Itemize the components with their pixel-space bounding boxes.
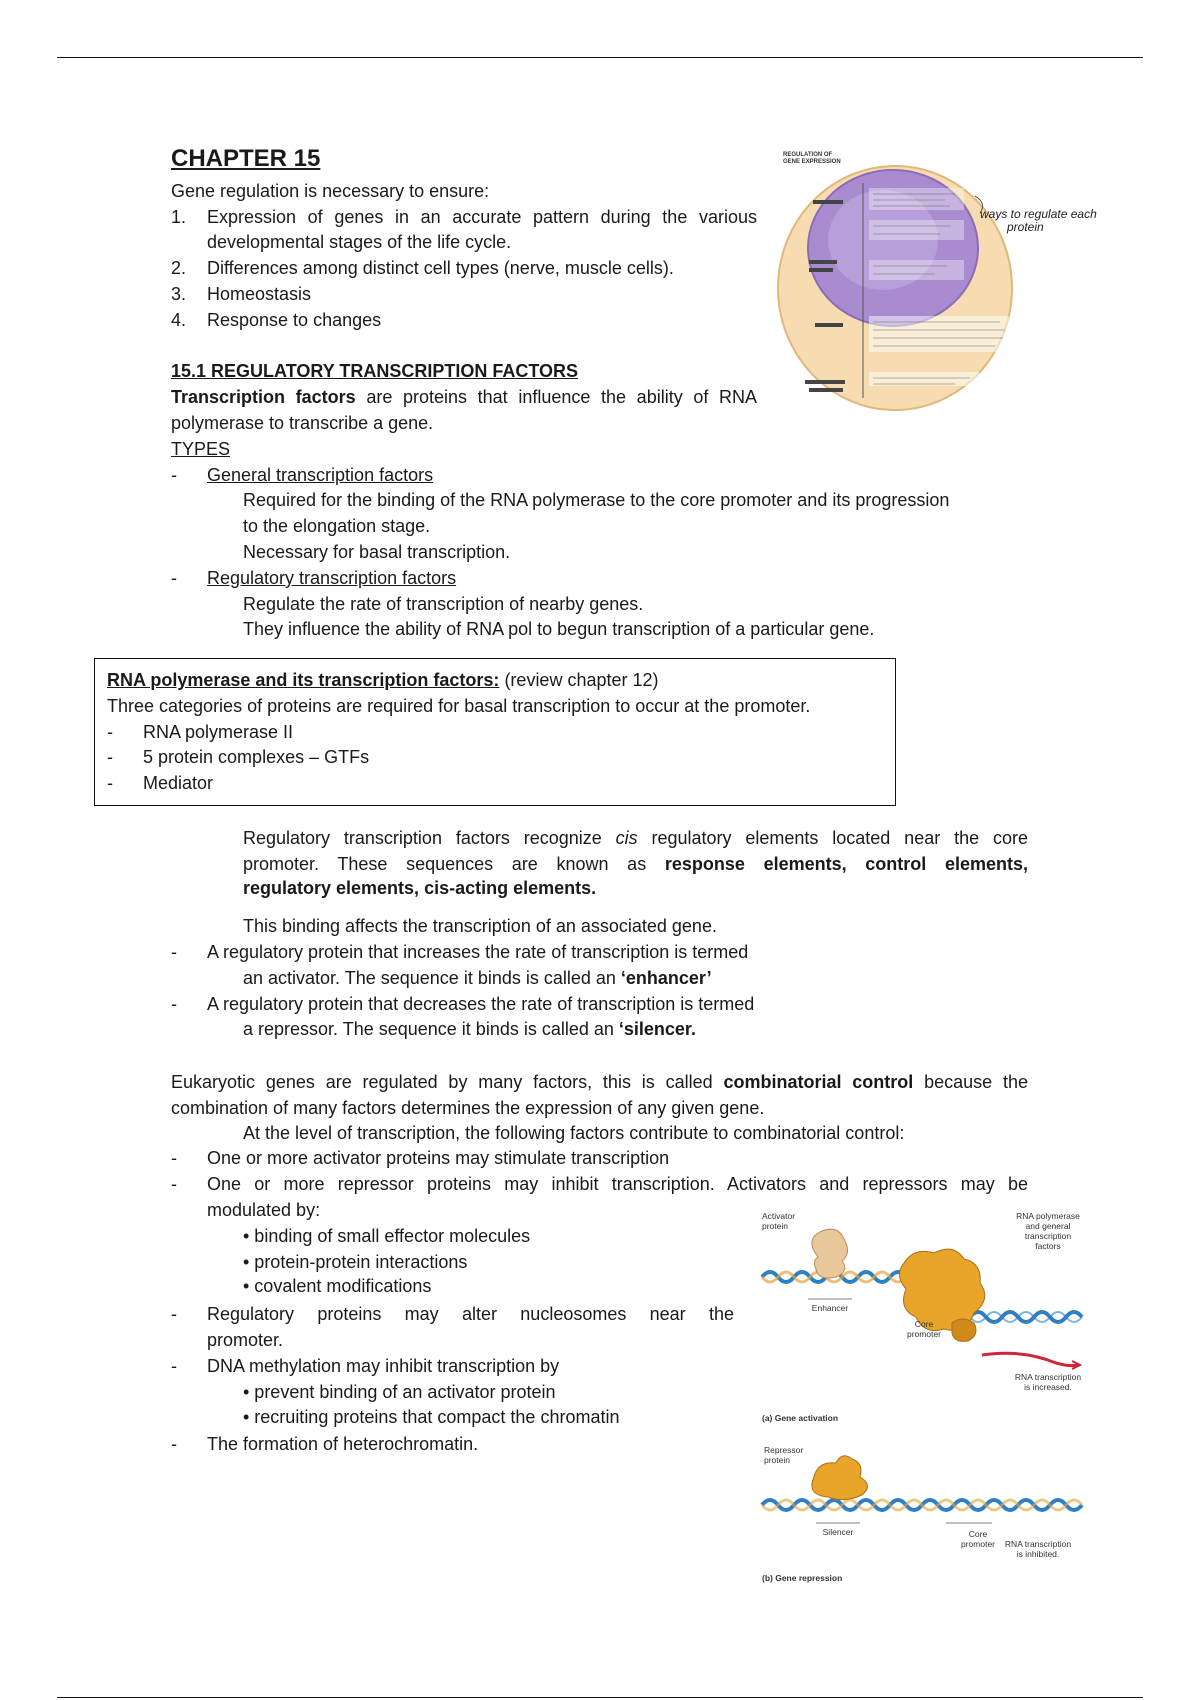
- modulation-item-3: • covalent modifications: [243, 1276, 432, 1296]
- activator-label-2: protein: [762, 1221, 788, 1231]
- response-line1-a: Regulatory transcription factors recognize: [243, 828, 616, 848]
- combinatorial-term: combinatorial control: [723, 1072, 914, 1092]
- activator-line1: A regulatory protein that increases the rate of transcription is termed: [207, 942, 749, 962]
- factor-bullet-3-line1: Regulatory proteins may alter nucleosomes near the: [207, 1304, 734, 1324]
- panel-a-label: (a) Gene activation: [762, 1413, 839, 1423]
- bullet-dash: -: [171, 1356, 177, 1376]
- section-heading: 15.1 REGULATORY TRANSCRIPTION FACTORS: [171, 361, 579, 381]
- bullet-dash: -: [171, 1148, 177, 1168]
- rna-inhibited-label-2: is inhibited.: [1016, 1549, 1060, 1559]
- combinatorial-line1-c: because the: [913, 1072, 1028, 1092]
- gene-regulation-figure: [756, 1205, 1096, 1585]
- bullet-dash: -: [107, 747, 113, 767]
- definition-line2: polymerase to transcribe a gene.: [171, 413, 434, 433]
- step-label: [809, 268, 833, 272]
- factor-bullet-1: One or more activator proteins may stimulate transcription: [207, 1148, 670, 1168]
- top-rule: [57, 57, 1143, 58]
- enhancer-label: Enhancer: [811, 1303, 849, 1313]
- general-tf-line2: to the elongation stage.: [243, 516, 431, 536]
- intro-num-3: 3.: [171, 284, 187, 304]
- cell-figure-title-1: REGULATION OF: [783, 152, 833, 158]
- intro-item-3: Homeostasis: [207, 284, 312, 304]
- rna-inhibited-label-1: RNA transcription: [1004, 1539, 1072, 1549]
- intro-item-1-line2: developmental stages of the life cycle.: [207, 232, 512, 252]
- bullet-dash: -: [107, 773, 113, 793]
- factor-bullet-3-line2: promoter.: [207, 1330, 284, 1350]
- intro-item-1-line1: Expression of genes in an accurate pattern during the various: [207, 207, 757, 227]
- core-promoter-b-label-1: Core: [968, 1529, 988, 1539]
- bullet-dash: -: [171, 1174, 177, 1194]
- definition-rest1: are proteins that influence the ability of RNA: [355, 387, 757, 407]
- response-line2: [243, 852, 1028, 876]
- activator-line2-a: an activator. The sequence it binds is called an: [243, 968, 621, 988]
- enhancer-term: ‘enhancer’: [620, 968, 712, 988]
- intro-num-1: 1.: [171, 207, 187, 227]
- bullet-dash: -: [171, 1304, 177, 1324]
- definition-line1: [171, 385, 757, 409]
- bottom-rule: [57, 1697, 1143, 1698]
- cell-figure-title-2: GENE EXPRESSION: [783, 159, 841, 165]
- step-label: [813, 200, 843, 204]
- repressor-label-2: protein: [764, 1455, 790, 1465]
- factor-bullet-4: DNA methylation may inhibit transcription by: [207, 1356, 560, 1376]
- bullet-dash: -: [171, 568, 177, 588]
- activator-label-1: Activator: [762, 1211, 796, 1221]
- rnap-label-3: transcription: [1024, 1231, 1072, 1241]
- dna-strand-b2: [762, 1500, 1082, 1510]
- rnap-label-4: factors: [1035, 1241, 1061, 1251]
- definition-term: Transcription factors: [171, 387, 356, 407]
- combinatorial-line1-a: Eukaryotic genes are regulated by many factors, this is called: [171, 1072, 724, 1092]
- rnap-label-2: and general: [1025, 1221, 1071, 1231]
- activator-line2: [243, 966, 712, 990]
- general-tf-label: General transcription factors: [207, 465, 434, 485]
- intro-lead: Gene regulation is necessary to ensure:: [171, 181, 490, 201]
- label-block: [869, 220, 964, 240]
- bullet-dash: -: [171, 1434, 177, 1454]
- response-line2-a: promoter. These sequences are known as: [243, 854, 665, 874]
- modulation-item-2: • protein-protein interactions: [243, 1252, 468, 1272]
- label-block: [869, 188, 964, 210]
- box-item-2: 5 protein complexes – GTFs: [143, 747, 370, 767]
- factor-bullet-2-line1: One or more repressor proteins may inhibit transcription. Activators and repressors may be: [207, 1174, 1028, 1194]
- bullet-dash: -: [171, 465, 177, 485]
- combinatorial-line3: At the level of transcription, the following factors contribute to combinatorial control:: [243, 1123, 905, 1143]
- combinatorial-line1: [171, 1070, 1028, 1094]
- core-promoter-label-2: promoter: [906, 1329, 942, 1339]
- binding-line: This binding affects the transcription of an associated gene.: [243, 916, 717, 936]
- chapter-title: CHAPTER 15: [171, 145, 321, 172]
- factor-bullet-5: The formation of heterochromatin.: [207, 1434, 479, 1454]
- modulation-item-1: • binding of small effector molecules: [243, 1226, 531, 1246]
- step-label: [805, 380, 845, 384]
- box-lead: Three categories of proteins are required for basal transcription to occur at the promoter.: [107, 696, 811, 716]
- rna-increased-label-1: RNA transcription: [1014, 1372, 1082, 1382]
- step-label: [809, 388, 843, 392]
- box-item-1: RNA polymerase II: [143, 722, 294, 742]
- repressor-label-1: Repressor: [764, 1445, 804, 1455]
- box-title-line: [107, 668, 659, 692]
- box-item-3: Mediator: [143, 773, 214, 793]
- handwritten-note-2: protein: [1007, 220, 1044, 234]
- box-title: RNA polymerase and its transcription factors:: [107, 670, 500, 690]
- rna-increased-label-2: is increased.: [1024, 1382, 1072, 1392]
- rna-transcript: [982, 1353, 1078, 1365]
- box-title-rest: (review chapter 12): [499, 670, 659, 690]
- silencer-label: Silencer: [822, 1527, 854, 1537]
- bullet-dash: -: [107, 722, 113, 742]
- gtf-subunit: [952, 1319, 976, 1341]
- factor-bullet-2-line2: modulated by:: [207, 1200, 321, 1220]
- response-line1: [243, 826, 1028, 850]
- methylation-item-2: • recruiting proteins that compact the chromatin: [243, 1407, 620, 1427]
- response-line1-b: regulatory elements located near the core: [637, 828, 1028, 848]
- core-promoter-b-label-2: promoter: [960, 1539, 996, 1549]
- label-block: [869, 316, 1009, 352]
- regulatory-tf-line2: They influence the ability of RNA pol to begun transcription of a particular gene.: [243, 619, 875, 639]
- step-label: [809, 260, 837, 264]
- repressor-protein: [812, 1456, 868, 1500]
- panel-b-label: (b) Gene repression: [762, 1573, 843, 1583]
- response-line2-b: response elements, control elements,: [664, 854, 1028, 874]
- response-line3: regulatory elements, cis-acting elements.: [243, 878, 597, 898]
- silencer-term: ‘silencer.: [618, 1019, 696, 1039]
- core-promoter-label-1: Core: [914, 1319, 934, 1329]
- general-tf-line1: Required for the binding of the RNA polymerase to the core promoter and its progression: [243, 490, 950, 510]
- repressor-line2: [243, 1017, 696, 1041]
- intro-item-4: Response to changes: [207, 310, 382, 330]
- repressor-line1: A regulatory protein that decreases the rate of transcription is termed: [207, 994, 755, 1014]
- types-label: TYPES: [171, 439, 231, 459]
- repressor-line2-a: a repressor. The sequence it binds is called an: [243, 1019, 619, 1039]
- combinatorial-line2: combination of many factors determines the expression of any given gene.: [171, 1098, 765, 1118]
- general-tf-line3: Necessary for basal transcription.: [243, 542, 511, 562]
- intro-num-4: 4.: [171, 310, 187, 330]
- intro-item-2: Differences among distinct cell types (nerve, muscle cells).: [207, 258, 674, 278]
- step-label: [815, 323, 843, 327]
- response-line1-cis: cis: [615, 828, 638, 848]
- regulatory-tf-line1: Regulate the rate of transcription of nearby genes.: [243, 594, 644, 614]
- regulatory-tf-label: Regulatory transcription factors: [207, 568, 457, 588]
- handwritten-note-1: ways to regulate each: [980, 207, 1097, 221]
- bullet-dash: -: [171, 942, 177, 962]
- label-block: [869, 260, 964, 280]
- methylation-item-1: • prevent binding of an activator protein: [243, 1382, 556, 1402]
- rna-polymerase-complex: [899, 1249, 984, 1330]
- gene-expression-cell-figure: [775, 148, 1115, 428]
- intro-num-2: 2.: [171, 258, 187, 278]
- rnap-label-1: RNA polymerase: [1016, 1211, 1080, 1221]
- activator-protein: [812, 1229, 848, 1278]
- bullet-dash: -: [171, 994, 177, 1014]
